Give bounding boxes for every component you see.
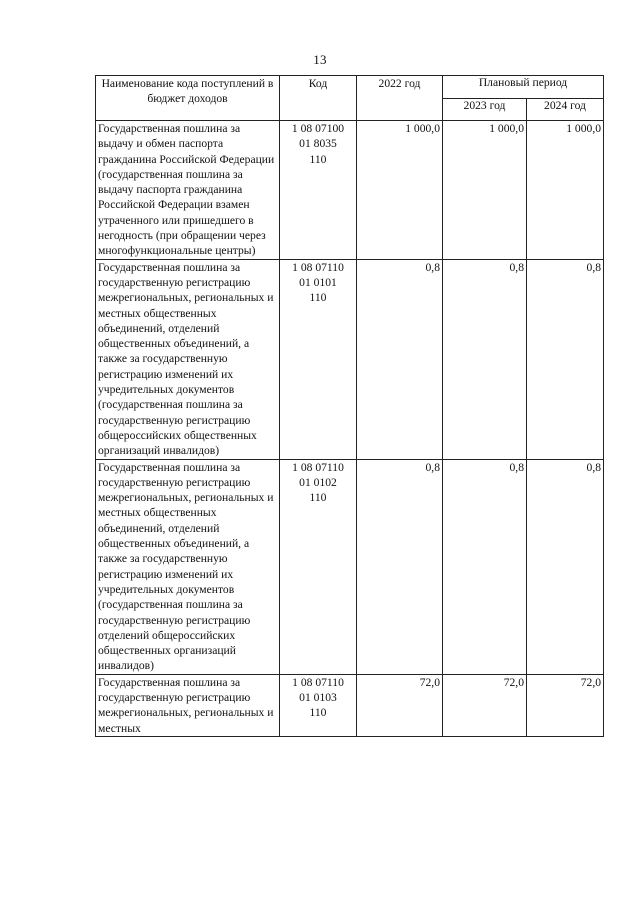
header-year-2022: 2022 год: [357, 76, 443, 121]
row-value-2023: 1 000,0: [443, 121, 527, 260]
code-part: 110: [309, 491, 327, 505]
row-value-2023: 0,8: [443, 459, 527, 674]
row-name: Государственная пошлина за государственную регистрацию межрегиональных, региональных и местных: [96, 674, 280, 736]
header-year-2023: 2023 год: [443, 98, 527, 121]
row-value-2022: 72,0: [357, 674, 443, 736]
code-part: 1 08 07110: [292, 675, 344, 689]
table-row: [96, 259, 604, 459]
revenue-table: [95, 75, 604, 737]
header-year-2024: 2024 год: [527, 98, 604, 121]
header-code: Код: [280, 76, 357, 121]
code-part: 110: [309, 152, 327, 166]
table-header: [96, 76, 604, 121]
row-code: [280, 459, 357, 674]
row-name: Государственная пошлина за государственную регистрацию межрегиональных, региональных и местных общественных объединений, отделений общественных объединений, а также за государственную регистрацию изменений их учредительных документов (государственная пошлина за государственную регистрацию общероссийских общественных организаций инвалидов): [96, 259, 280, 459]
header-planning-period: Плановый период: [443, 76, 604, 99]
page-number: 13: [313, 52, 327, 67]
row-name: Государственная пошлина за государственную регистрацию межрегиональных, региональных и местных общественных объединений, отделений общественных объединений, а также за государственную регистрацию изменений их учредительных документов (государственная пошлина за государственную регистрацию отделений общероссийских общественных организаций инвалидов): [96, 459, 280, 674]
code-part: 01 0101: [299, 275, 337, 289]
code-part: 1 08 07100: [291, 122, 345, 135]
table-row: [96, 121, 604, 260]
row-code: [280, 121, 357, 260]
table-row: [96, 674, 604, 736]
code-part: 01 0103: [299, 690, 337, 704]
header-name: Наименование кода поступлений в бюджет доходов: [96, 76, 280, 121]
row-value-2023: 0,8: [443, 259, 527, 459]
code-part: 110: [309, 291, 327, 305]
row-code: [280, 674, 357, 736]
row-value-2024: 1 000,0: [527, 121, 604, 260]
row-value-2022: 0,8: [357, 459, 443, 674]
code-part: 01 0102: [299, 475, 337, 489]
table-body: [96, 121, 604, 737]
row-value-2023: 72,0: [443, 674, 527, 736]
header-row-top: [96, 76, 604, 99]
row-value-2024: 0,8: [527, 459, 604, 674]
row-code: [280, 259, 357, 459]
row-value-2024: 0,8: [527, 259, 604, 459]
row-value-2022: 1 000,0: [357, 121, 443, 260]
table-row: [96, 459, 604, 674]
code-part: 01 8035: [299, 137, 337, 151]
code-part: 1 08 07110: [292, 260, 344, 274]
row-name: Государственная пошлина за выдачу и обмен паспорта гражданина Российской Федерации (государственная пошлина за выдачу паспорта гражданина Российской Федерации взамен утраченного или пришедшего в негодность (при обращении через многофункциональные центры): [96, 121, 280, 260]
code-part: 1 08 07110: [292, 460, 344, 474]
row-value-2024: 72,0: [527, 674, 604, 736]
code-part: 110: [309, 706, 327, 720]
row-value-2022: 0,8: [357, 259, 443, 459]
